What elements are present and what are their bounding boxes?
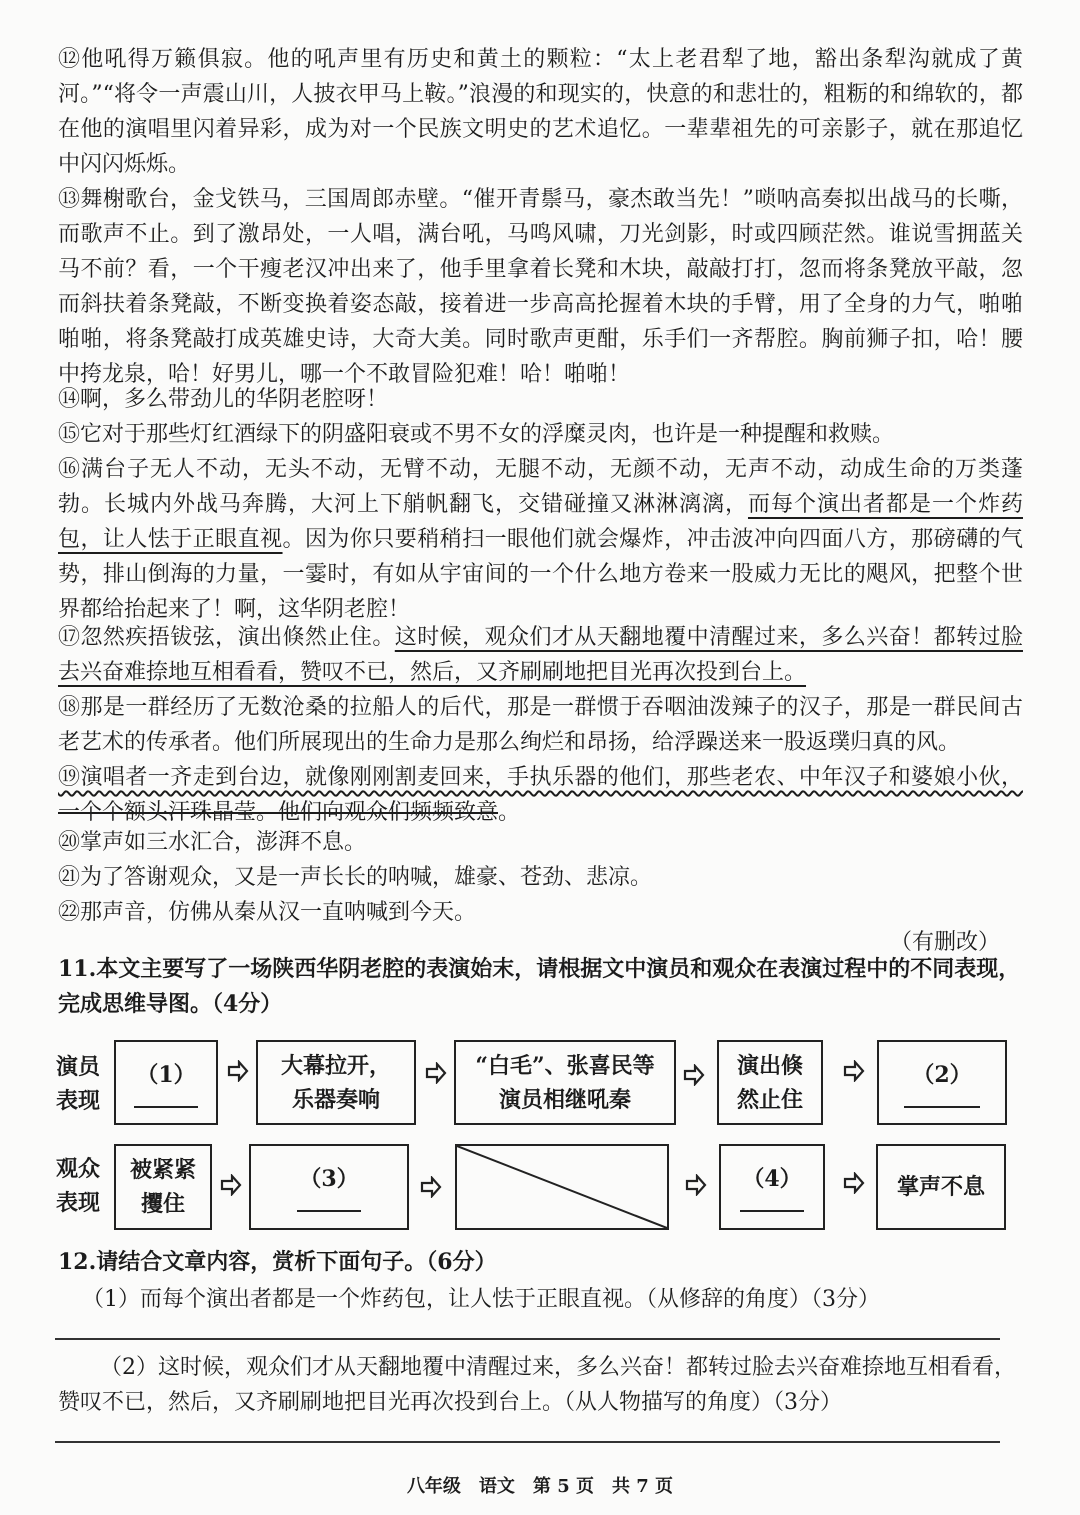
arrow-right-icon bbox=[685, 1174, 707, 1196]
paragraph-19-text-b: 。 bbox=[498, 800, 521, 825]
mindmap-actor-step-4 bbox=[717, 1040, 823, 1125]
underlined-sentence-2: 这时候，观众们才从天翻地覆中清醒过来，多么兴奋！都转过脸去兴奋难捺地互相看看，赞叹不已，然后，又齐刷刷地把目光再次投到台上。 bbox=[58, 625, 1023, 685]
arrow-right-icon bbox=[683, 1064, 705, 1086]
actor-row-label: 演员表现 bbox=[56, 1054, 101, 1114]
revision-note: （有删改） bbox=[889, 930, 1000, 955]
mindmap-actor-step-3 bbox=[454, 1040, 676, 1125]
paragraph-16-text-b: 。因为你只要稍稍扫一眼他们就会爆炸，冲击波冲向四面八方，那磅礴的气势，排山倒海的力量，一霎时，有如从宇宙间的一个什么地方卷来一股威力无比的飓风，把整个世界都给抬起来了！啊，这华阴老腔！ bbox=[58, 527, 1023, 622]
paragraph-19 bbox=[58, 760, 1023, 830]
answer-line-1[interactable] bbox=[55, 1338, 1000, 1340]
arrow-right-icon bbox=[227, 1060, 249, 1082]
diagonal-cross-line bbox=[457, 1146, 667, 1228]
question-11-prompt: 11.本文主要写了一场陕西华阴老腔的表演始末，请根据文中演员和观众在表演过程中的不同表现，完成思维导图。（4分） bbox=[58, 956, 1021, 1017]
arrow-right-icon bbox=[843, 1060, 865, 1082]
arrow-right-icon bbox=[425, 1062, 447, 1084]
arrow-right-icon bbox=[843, 1172, 865, 1194]
paragraph-15: ⑮它对于那些灯红酒绿下的阴盛阳衰或不男不女的浮糜灵肉，也许是一种提醒和救赎。 bbox=[58, 422, 895, 447]
underlined-sentence-1: 而每个演出者都是一个炸药包，让人怯于正眼直视 bbox=[58, 492, 1023, 552]
step-text: 掌声不息 bbox=[896, 1174, 985, 1200]
answer-line-2[interactable] bbox=[55, 1441, 1000, 1443]
blank-number: （1） bbox=[136, 1061, 196, 1088]
mindmap-audience-step-1 bbox=[114, 1144, 212, 1230]
mindmap-actor-blank-2[interactable] bbox=[877, 1040, 1007, 1125]
blank-number: （3） bbox=[299, 1166, 359, 1192]
arrow-right-icon bbox=[420, 1176, 442, 1198]
struck-through-text: 一个个额头汗珠晶莹。他们向观众们频频致意 bbox=[58, 800, 499, 825]
question-12-sentence-2: （2）这时候，观众们才从天翻地覆中清醒过来，多么兴奋！都转过脸去兴奋难捺地互相看看，赞叹不已，然后，又齐刷刷地把目光再次投到台上。（从人物描写的角度）（3分） bbox=[58, 1355, 1017, 1415]
step-text: 演出倏然止住 bbox=[736, 1052, 803, 1113]
mindmap-audience-crossed-box bbox=[455, 1144, 669, 1230]
blank-number: （4） bbox=[742, 1166, 802, 1192]
mindmap-actor-step-2 bbox=[256, 1040, 416, 1125]
paragraph-16 bbox=[58, 452, 1023, 627]
paragraph-22: ㉒那声音，仿佛从秦从汉一直呐喊到今天。 bbox=[58, 900, 477, 925]
audience-row-label: 观众表现 bbox=[56, 1156, 101, 1216]
question-12-prompt: 12.请结合文章内容，赏析下面句子。（6分） bbox=[58, 1249, 497, 1275]
paragraph-16-text-a: ⑯满台子无人不动，无头不动，无臂不动，无腿不动，无颜不动，无声不动，动成生命的万类蓬勃。长城内外战马奔腾，大河上下艄帆翻飞，交错碰撞又淋淋漓漓， bbox=[58, 457, 1023, 517]
step-text: 大幕拉开，乐器奏响 bbox=[280, 1052, 391, 1113]
page-footer: 八年级 语文 第 5 页 共 7 页 bbox=[406, 1476, 674, 1497]
mindmap-audience-blank-4[interactable] bbox=[719, 1144, 825, 1230]
paragraph-12: ⑫他吼得万籁俱寂。他的吼声里有历史和黄土的颗粒：“太上老君犁了地，豁出条犁沟就成了黄河。”“将令一声震山川，人披衣甲马上鞍。”浪漫的和现实的，快意的和悲壮的，粗粝的和绵软的，都在他的演唱里闪着异彩，成为对一个民族文明史的艺术追忆。一辈辈祖先的可亲影子，就在那追忆中闪闪烁烁。 bbox=[58, 47, 1023, 177]
paragraph-13: ⑬舞榭歌台，金戈铁马，三国周郎赤壁。“催开青鬃马，豪杰敢当先！”唢呐高奏拟出战马的长嘶，而歌声不止。到了激昂处，一人唱，满台吼，马鸣风啸，刀光剑影，时或四顾茫然。谁说雪拥蓝关马不前？看，一个干瘦老汉冲出来了，他手里拿着长凳和木块，敲敲打打，忽而将条凳放平敲，忽而斜扶着条凳敲，不断变换着姿态敲，接着进一步高高抡握着木块的手臂，用了全身的力气，啪啪啪啪，将条凳敲打成英雄史诗，大奇大美。同时歌声更酣，乐手们一齐帮腔。胸前狮子扣，哈！腰中挎龙泉，哈！好男儿，哪一个不敢冒险犯难！哈！啪啪！ bbox=[58, 187, 1023, 387]
blank-number: （2） bbox=[912, 1061, 972, 1088]
paragraph-19-text-a: ⑲演唱者一齐走到台边，就像刚刚割麦回来，手执乐器的他们，那些老农、中年汉子和婆娘小伙， bbox=[58, 765, 1023, 790]
mindmap-actor-blank-1[interactable] bbox=[114, 1040, 218, 1125]
step-text: 被紧紧攫住 bbox=[129, 1157, 196, 1217]
arrow-right-icon bbox=[220, 1174, 242, 1196]
question-12-sentence-1: （1）而每个演出者都是一个炸药包，让人怯于正眼直视。（从修辞的角度）（3分） bbox=[82, 1287, 880, 1312]
mindmap-audience-step-5 bbox=[876, 1144, 1006, 1230]
answer-blank-line bbox=[740, 1202, 804, 1212]
paragraph-20: ⑳掌声如三水汇合，澎湃不息。 bbox=[58, 830, 367, 855]
answer-blank-line bbox=[297, 1202, 361, 1212]
paragraph-21: ㉑为了答谢观众，又是一声长长的呐喊，雄豪、苍劲、悲凉。 bbox=[58, 865, 653, 890]
paragraph-18: ⑱那是一群经历了无数沧桑的拉船人的后代，那是一群惯于吞咽油泼辣子的汉子，那是一群民间古老艺术的传承者。他们所展现出的生命力是那么绚烂和昂扬，给浮躁送来一股返璞归真的风。 bbox=[58, 695, 1023, 755]
paragraph-17 bbox=[58, 620, 1023, 690]
mindmap-audience-blank-3[interactable] bbox=[249, 1144, 409, 1230]
paragraph-14: ⑭啊，多么带劲儿的华阴老腔呀！ bbox=[58, 387, 389, 412]
step-text: “白毛”、张喜民等演员相继吼秦 bbox=[475, 1052, 655, 1113]
answer-blank-line bbox=[904, 1098, 980, 1108]
paragraph-17-text-a: ⑰忽然疾捂钹弦，演出倏然止住。 bbox=[58, 625, 395, 650]
answer-blank-line bbox=[134, 1098, 198, 1108]
